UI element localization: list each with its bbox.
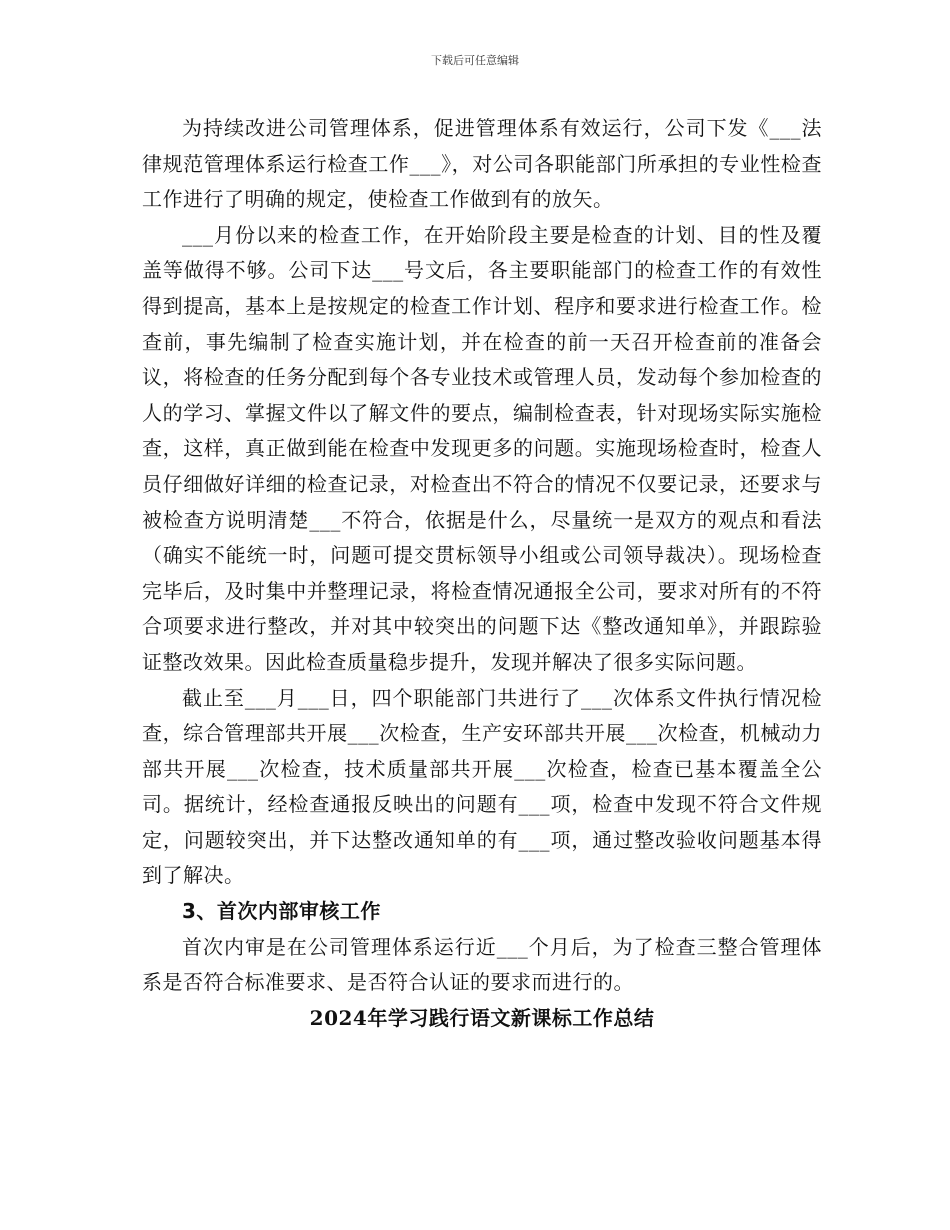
paragraph-internal-audit: 首次内审是在公司管理体系运行近___个月后，为了检查三整合管理体系是否符合标准要求、是否符合认证的要求而进行的。 xyxy=(142,934,822,995)
section-heading-internal-audit: 3、首次内部审核工作 xyxy=(182,899,381,924)
paragraph-inspection-statistics: 截止至___月___日，四个职能部门共进行了___次体系文件执行情况检查，综合管理部共开展___次检查，生产安环部共开展___次检查，机械动力部共开展___次检查，技术质量部共开展___次检查，检查已基本覆盖全公司。据统计，经检查通报反映出的问题有___项，检查中发现不符合文件规定，问题较突出，并下达整改通知单的有___项，通过整改验收问题基本得到了解决。 xyxy=(142,685,822,888)
next-document-title: 2024年学习践行语文新课标工作总结 xyxy=(309,1005,655,1030)
paragraph-inspection-process: ___月份以来的检查工作，在开始阶段主要是检查的计划、目的性及覆盖等做得不够。公司下达___号文后，各主要职能部门的检查工作的有效性得到提高，基本上是按规定的检查工作计划、程序和要求进行检查工作。检查前，事先编制了检查实施计划，并在检查的前一天召开检查前的准备会议，将检查的任务分配到每个各专业技术或管理人员，发动每个参加检查的人的学习、掌握文件以了解文件的要点，编制检查表，针对现场实际实施检查，这样，真正做到能在检查中发现更多的问题。实施现场检查时，检查人员仔细做好详细的检查记录，对检查出不符合的情况不仅要记录，还要求与被检查方说明清楚___不符合，依据是什么，尽量统一是双方的观点和看法（确实不能统一时，问题可提交贯标领导小组或公司领导裁决）。现场检查完毕后，及时集中并整理记录，将检查情况通报全公司，要求对所有的不符合项要求进行整改，并对其中较突出的问题下达《整改通知单》，并跟踪验证整改效果。因此检查质量稳步提升，发现并解决了很多实际问题。 xyxy=(142,222,822,674)
page-header-note: 下载后可任意编辑 xyxy=(431,54,519,67)
paragraph-management-intro: 为持续改进公司管理体系，促进管理体系有效运行，公司下发《___法律规范管理体系运行检查工作___》，对公司各职能部门所承担的专业性检查工作进行了明确的规定，使检查工作做到有的放矢。 xyxy=(142,116,822,212)
document-body xyxy=(142,111,822,1036)
